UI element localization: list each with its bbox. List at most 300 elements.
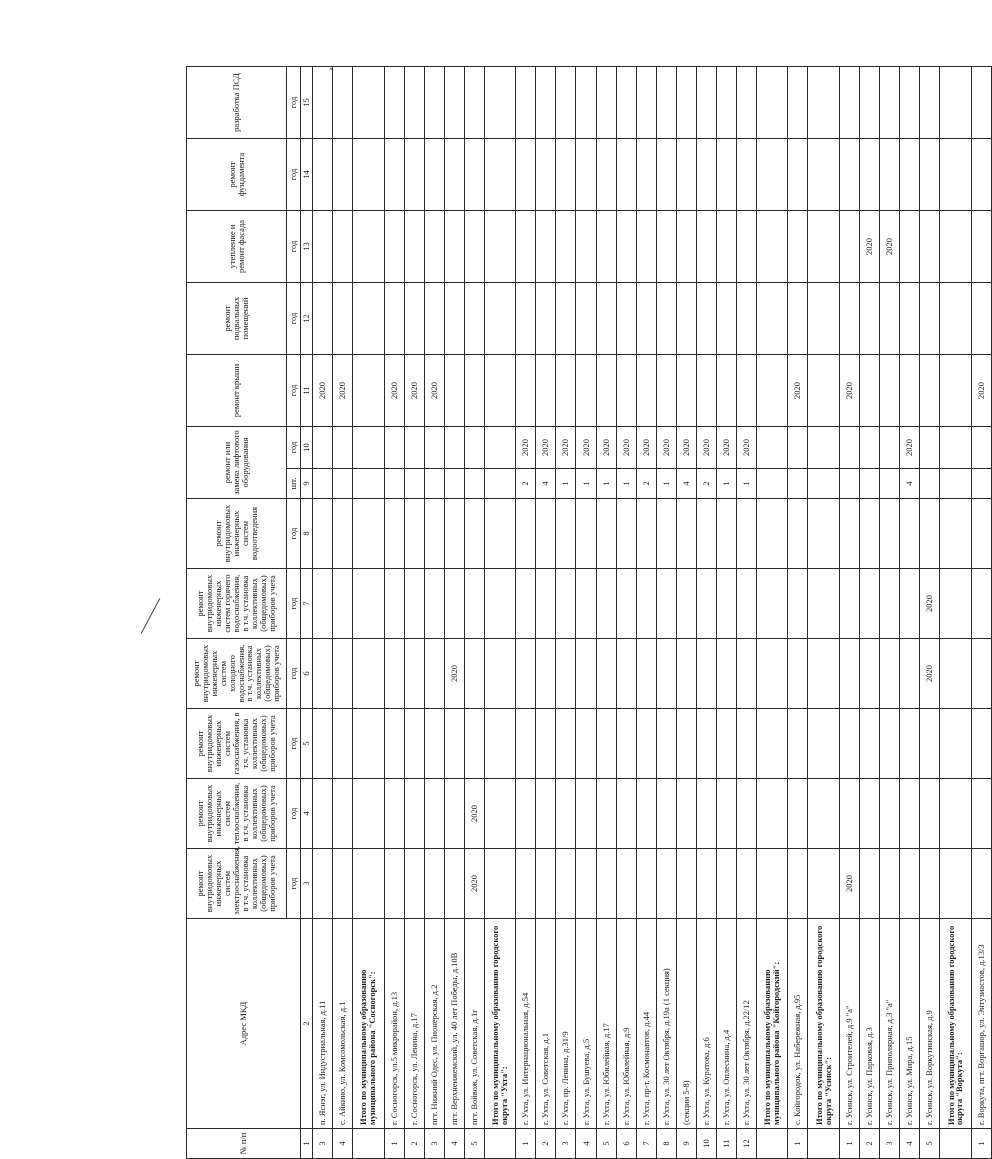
value-cell [971, 469, 991, 499]
column-number: 3 [301, 849, 313, 919]
value-cell [353, 849, 385, 919]
value-cell [636, 499, 656, 569]
value-cell [484, 849, 516, 919]
value-cell [696, 66, 716, 138]
value-cell [616, 354, 636, 426]
value-cell [484, 426, 516, 468]
address-cell: г. Ухта, пр. Ленина, д.31/9 [556, 919, 576, 1129]
value-cell [556, 709, 576, 779]
row-number: 10 [696, 1129, 716, 1159]
value-cell [353, 779, 385, 849]
value-cell [333, 639, 353, 709]
value-cell [756, 469, 788, 499]
value-cell [716, 210, 736, 282]
value-cell [353, 639, 385, 709]
value-cell [696, 569, 716, 639]
value-cell [313, 469, 333, 499]
value-cell [859, 282, 879, 354]
column-number: 1 [301, 1129, 313, 1159]
value-cell [353, 499, 385, 569]
value-cell [940, 779, 972, 849]
value-cell [353, 210, 385, 282]
value-cell [424, 66, 444, 138]
row-number: 3 [556, 1129, 576, 1159]
value-cell [596, 849, 616, 919]
value-cell [313, 426, 333, 468]
value-cell: 4 [676, 469, 696, 499]
value-cell [384, 779, 404, 849]
value-cell: 2020 [536, 426, 556, 468]
value-cell [920, 354, 940, 426]
value-cell [756, 138, 788, 210]
row-number [940, 1129, 972, 1159]
value-cell [444, 469, 464, 499]
value-cell [636, 138, 656, 210]
subtotal-row [808, 66, 840, 1158]
value-cell [444, 779, 464, 849]
table-row [676, 66, 696, 1158]
address-cell: г. Воркута, пгт. Воргашор, ул. Энтузиастов, д.13/3 [971, 919, 991, 1129]
table-row [900, 66, 920, 1158]
value-cell [516, 354, 536, 426]
row-number [484, 1129, 516, 1159]
value-cell [576, 779, 596, 849]
value-cell [536, 282, 556, 354]
table-row [384, 66, 404, 1158]
value-cell [900, 779, 920, 849]
row-number: 5 [920, 1129, 940, 1159]
value-cell: 2020 [971, 354, 991, 426]
value-cell: 2020 [516, 426, 536, 468]
value-cell [736, 354, 756, 426]
address-cell: г. Ухта, ул. 30 лет Октября, д.22/12 [736, 919, 756, 1129]
rotated-capital-repair-table [186, 67, 992, 1159]
value-cell [636, 709, 656, 779]
value-cell [313, 849, 333, 919]
value-cell [859, 354, 879, 426]
row-number: 2 [404, 1129, 424, 1159]
value-cell [656, 849, 676, 919]
value-cell [353, 569, 385, 639]
value-cell [353, 709, 385, 779]
value-cell [484, 354, 516, 426]
row-number: 2 [536, 1129, 556, 1159]
value-cell: 2020 [656, 426, 676, 468]
value-cell [444, 66, 464, 138]
value-cell [676, 779, 696, 849]
value-cell [404, 210, 424, 282]
value-cell [788, 469, 808, 499]
value-cell [756, 210, 788, 282]
value-cell [516, 210, 536, 282]
value-cell [716, 639, 736, 709]
value-cell [716, 779, 736, 849]
value-cell [971, 426, 991, 468]
value-cell [736, 210, 756, 282]
value-cell [516, 849, 536, 919]
value-cell: 2 [636, 469, 656, 499]
value-cell: 2 [696, 469, 716, 499]
value-cell [404, 639, 424, 709]
value-cell: 2020 [444, 639, 464, 709]
value-cell [788, 499, 808, 569]
value-cell [333, 569, 353, 639]
value-cell [464, 210, 484, 282]
table-row [696, 66, 716, 1158]
value-cell [788, 849, 808, 919]
value-cell [536, 709, 556, 779]
value-cell [788, 210, 808, 282]
value-cell [880, 282, 900, 354]
value-cell [920, 138, 940, 210]
row-number: 7 [636, 1129, 656, 1159]
address-cell: г. Ухта, пр-т. Космонавтов, д.44 [636, 919, 656, 1129]
value-cell [404, 138, 424, 210]
value-cell [384, 66, 404, 138]
unit-cell: год [287, 426, 301, 468]
value-cell [808, 849, 840, 919]
value-cell [424, 639, 444, 709]
value-cell [808, 709, 840, 779]
value-cell [636, 354, 656, 426]
value-cell [880, 499, 900, 569]
value-cell [516, 282, 536, 354]
value-cell [404, 66, 424, 138]
value-cell [788, 569, 808, 639]
value-cell [616, 849, 636, 919]
value-cell [576, 66, 596, 138]
value-cell [676, 210, 696, 282]
value-cell [940, 210, 972, 282]
table-row [839, 66, 859, 1158]
value-cell [596, 779, 616, 849]
value-cell [333, 138, 353, 210]
row-number: 3 [424, 1129, 444, 1159]
address-cell: г. Ухта, ул. Интернациональная, д.54 [516, 919, 536, 1129]
value-cell [556, 282, 576, 354]
value-cell [880, 779, 900, 849]
value-cell [920, 499, 940, 569]
value-cell [716, 499, 736, 569]
value-cell [656, 210, 676, 282]
unit-cell: год [287, 210, 301, 282]
value-cell: 1 [596, 469, 616, 499]
value-cell [656, 499, 676, 569]
header-basement: ремонт подвальных помещений [187, 282, 287, 354]
value-cell [313, 639, 333, 709]
value-cell [636, 66, 656, 138]
value-cell [656, 709, 676, 779]
value-cell [556, 138, 576, 210]
value-cell [596, 138, 616, 210]
scan-speck [330, 68, 332, 70]
address-cell: г. Ухта, ул. Юбилейная, д.17 [596, 919, 616, 1129]
value-cell [716, 66, 736, 138]
value-cell [736, 709, 756, 779]
address-cell: Итого по муниципальному образованию муниципального района "Койгородский": [756, 919, 788, 1129]
value-cell [971, 569, 991, 639]
repair-schedule-table [186, 66, 992, 1159]
value-cell [756, 354, 788, 426]
value-cell [636, 210, 656, 282]
value-cell: 2020 [616, 426, 636, 468]
address-cell: г. Ухта, ул. 30 лет Октября, д.19а (1 секция) [656, 919, 676, 1129]
row-number: 4 [333, 1129, 353, 1159]
value-cell [859, 639, 879, 709]
value-cell [880, 66, 900, 138]
table-row [464, 66, 484, 1158]
value-cell [576, 709, 596, 779]
value-cell [636, 779, 656, 849]
value-cell [839, 709, 859, 779]
value-cell [736, 66, 756, 138]
value-cell [716, 709, 736, 779]
value-cell: 1 [736, 469, 756, 499]
value-cell [616, 639, 636, 709]
value-cell [576, 282, 596, 354]
value-cell [920, 779, 940, 849]
address-cell: пгт. Войвож, ул. Советская, д.1г [464, 919, 484, 1129]
value-cell [444, 426, 464, 468]
value-cell: 2020 [404, 354, 424, 426]
value-cell [808, 569, 840, 639]
value-cell [484, 709, 516, 779]
row-number [808, 1129, 840, 1159]
value-cell [940, 282, 972, 354]
value-cell [596, 282, 616, 354]
row-number: 1 [971, 1129, 991, 1159]
value-cell [464, 66, 484, 138]
value-cell [353, 426, 385, 468]
value-cell [464, 282, 484, 354]
address-cell: г. Усинск, ул. Приполярная, д.3 "а" [880, 919, 900, 1129]
value-cell [971, 779, 991, 849]
value-cell [636, 569, 656, 639]
value-cell [444, 569, 464, 639]
value-cell [424, 138, 444, 210]
value-cell [384, 138, 404, 210]
value-cell [596, 354, 616, 426]
row-number: 8 [656, 1129, 676, 1159]
value-cell [384, 849, 404, 919]
value-cell [484, 138, 516, 210]
value-cell [756, 426, 788, 468]
value-cell [424, 569, 444, 639]
value-cell [384, 639, 404, 709]
unit-cell: год [287, 639, 301, 709]
value-cell [880, 138, 900, 210]
value-cell [616, 779, 636, 849]
value-cell [656, 282, 676, 354]
value-cell: 1 [576, 469, 596, 499]
unit-cell: год [287, 138, 301, 210]
value-cell [333, 66, 353, 138]
value-cell [940, 138, 972, 210]
value-cell [808, 282, 840, 354]
value-cell [756, 779, 788, 849]
value-cell [880, 469, 900, 499]
value-cell [484, 569, 516, 639]
header-hot-water: ремонт внутридомовых инженерных систем горячего водоснабжения, в т.ч. установка коллективных (общедомовых) приборов учета [187, 569, 287, 639]
value-cell: 4 [536, 469, 556, 499]
value-cell [696, 779, 716, 849]
value-cell [484, 779, 516, 849]
address-cell: (секции 5-8) [676, 919, 696, 1129]
value-cell [880, 426, 900, 468]
value-cell [576, 210, 596, 282]
value-cell [313, 138, 333, 210]
value-cell [900, 138, 920, 210]
header-foundation: ремонт фундамента [187, 138, 287, 210]
value-cell [536, 138, 556, 210]
value-cell [333, 210, 353, 282]
address-cell: г. Сосногорск, ул.5 микрорайон, д.13 [384, 919, 404, 1129]
value-cell [839, 210, 859, 282]
header-roof: ремонт крыши [187, 354, 287, 426]
header-cold-water: ремонт внутридомовых инженерных систем холодного водоснабжения, в т.ч. установка коллективных (общедомовых) приборов учета [187, 639, 287, 709]
row-number [353, 1129, 385, 1159]
address-cell: пгт. Верхнеижемский, ул. 40 лет Победы, д.10В [444, 919, 464, 1129]
value-cell [536, 639, 556, 709]
value-cell [971, 66, 991, 138]
table-row [859, 66, 879, 1158]
value-cell [839, 499, 859, 569]
value-cell [696, 639, 716, 709]
value-cell: 1 [556, 469, 576, 499]
unit-cell: год [287, 499, 301, 569]
value-cell [676, 499, 696, 569]
value-cell: 2020 [859, 210, 879, 282]
value-cell [444, 709, 464, 779]
value-cell [696, 499, 716, 569]
value-cell [556, 849, 576, 919]
value-cell: 4 [900, 469, 920, 499]
table-row [556, 66, 576, 1158]
value-cell [424, 282, 444, 354]
unit-cell: год [287, 569, 301, 639]
column-number: 2 [301, 919, 313, 1129]
value-cell [676, 569, 696, 639]
subtotal-row [940, 66, 972, 1158]
table-row [880, 66, 900, 1158]
value-cell [676, 138, 696, 210]
value-cell [424, 709, 444, 779]
value-cell [971, 138, 991, 210]
value-cell [808, 66, 840, 138]
table-row [736, 66, 756, 1158]
column-number: 9 [301, 469, 313, 499]
value-cell [736, 499, 756, 569]
column-number: 13 [301, 210, 313, 282]
address-cell: пгт. Нижний Одес, ул. Пионерская, д.2 [424, 919, 444, 1129]
value-cell: 1 [616, 469, 636, 499]
value-cell [900, 849, 920, 919]
column-number: 11 [301, 354, 313, 426]
value-cell [576, 354, 596, 426]
value-cell [404, 779, 424, 849]
value-cell [384, 210, 404, 282]
table-row [313, 66, 333, 1158]
value-cell [636, 282, 656, 354]
value-cell [404, 709, 424, 779]
value-cell [384, 426, 404, 468]
value-cell: 2020 [556, 426, 576, 468]
value-cell [676, 66, 696, 138]
value-cell [616, 569, 636, 639]
header-address: Адрес МКД [187, 919, 301, 1129]
value-cell [313, 709, 333, 779]
value-cell [859, 66, 879, 138]
address-cell: г. Ухта, ул. Юбилейная, д.9 [616, 919, 636, 1129]
value-cell: 2020 [839, 849, 859, 919]
value-cell [971, 282, 991, 354]
column-number: 8 [301, 499, 313, 569]
value-cell [444, 849, 464, 919]
value-cell [516, 499, 536, 569]
unit-cell: год [287, 282, 301, 354]
value-cell [940, 469, 972, 499]
pen-mark [141, 598, 161, 634]
address-cell: г. Усинск, ул. Парковая, д.3 [859, 919, 879, 1129]
value-cell [971, 849, 991, 919]
address-cell: г. Усинск, ул. Воркутинская, д.9 [920, 919, 940, 1129]
value-cell [444, 282, 464, 354]
value-cell [616, 499, 636, 569]
value-cell [616, 66, 636, 138]
header-electric: ремонт внутридомовых инженерных систем электроснабжения, в т.ч. установка коллективных (общедомовых) приборов учета [187, 849, 287, 919]
value-cell [859, 426, 879, 468]
address-cell: Итого по муниципальному образованию муниципального района "Сосногорск": [353, 919, 385, 1129]
row-number: 4 [444, 1129, 464, 1159]
value-cell [313, 569, 333, 639]
row-number [756, 1129, 788, 1159]
value-cell [384, 282, 404, 354]
table-row [616, 66, 636, 1158]
unit-cell: год [287, 849, 301, 919]
value-cell [464, 469, 484, 499]
value-cell [484, 282, 516, 354]
value-cell [616, 282, 636, 354]
header-row [187, 66, 287, 1158]
value-cell [596, 569, 616, 639]
table-row [788, 66, 808, 1158]
value-cell [313, 499, 333, 569]
value-cell [656, 779, 676, 849]
table-row [636, 66, 656, 1158]
value-cell [920, 849, 940, 919]
table-row [716, 66, 736, 1158]
value-cell [808, 210, 840, 282]
value-cell [971, 709, 991, 779]
table-row [596, 66, 616, 1158]
value-cell [880, 354, 900, 426]
value-cell [900, 354, 920, 426]
row-number: 1 [516, 1129, 536, 1159]
value-cell [556, 354, 576, 426]
value-cell [424, 210, 444, 282]
table-row [971, 66, 991, 1158]
value-cell [596, 499, 616, 569]
value-cell [576, 639, 596, 709]
value-cell [536, 66, 556, 138]
value-cell [536, 210, 556, 282]
value-cell [636, 639, 656, 709]
value-cell [808, 499, 840, 569]
value-cell [596, 66, 616, 138]
value-cell [716, 282, 736, 354]
header-lift: ремонт или замена лифтового оборудования [187, 426, 287, 498]
value-cell [424, 849, 444, 919]
